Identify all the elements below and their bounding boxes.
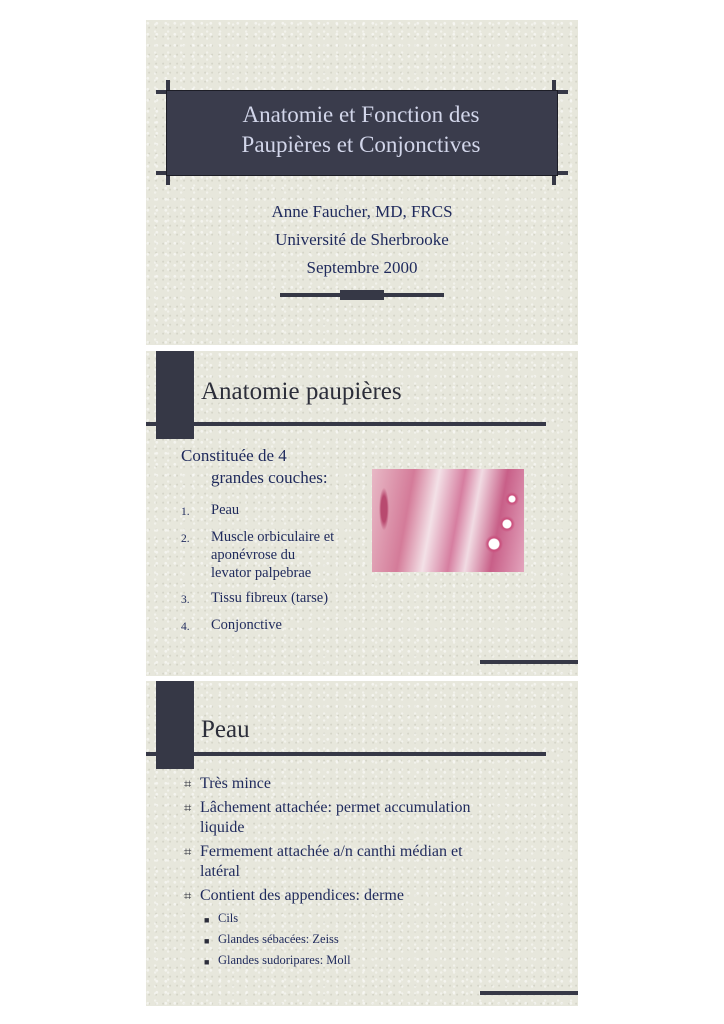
item-text: Muscle orbiculaire et (211, 529, 335, 545)
square-bullet-icon: ■ (204, 936, 210, 946)
title-line-2: Paupières et Conjonctives (241, 132, 481, 157)
item-text: Tissu fibreux (tarse) (211, 590, 329, 606)
bullet-item (184, 886, 544, 906)
main-title (166, 100, 556, 160)
footer-line (480, 991, 578, 995)
author: Anne Faucher, MD, FRCS (271, 202, 453, 221)
title-underline (146, 422, 546, 426)
subbullet-text: Cils (218, 911, 239, 925)
date: Septembre 2000 (306, 258, 418, 277)
square-bullet-icon: ■ (204, 957, 210, 967)
footer-line (480, 660, 578, 664)
bullet-text: Contient des appendices: derme (200, 887, 404, 904)
square-bullet-icon: ■ (204, 915, 210, 925)
item-text: Peau (211, 502, 240, 518)
list-item (181, 589, 381, 609)
item-text: aponévrose du (211, 547, 296, 563)
bullet-text: Lâchement attachée: permet accumulation (200, 799, 471, 816)
bullet-text: Très mince (200, 775, 271, 792)
intro-line-2: grandes couches: (211, 468, 328, 487)
list-item (181, 616, 381, 636)
layers-list (181, 501, 381, 643)
title-slide (146, 20, 578, 345)
hash-bullet-icon: ⌗ (184, 776, 192, 791)
title-line-1: Anatomie et Fonction des (242, 102, 480, 127)
bullet-text: latéral (200, 863, 240, 880)
item-number: 4. (181, 621, 190, 633)
item-number: 2. (181, 533, 190, 545)
hash-bullet-icon: ⌗ (184, 844, 192, 859)
institution: Université de Sherbrooke (275, 230, 449, 249)
slide-title: Peau (201, 716, 250, 743)
item-number: 3. (181, 594, 190, 606)
bullet-item (184, 798, 544, 838)
subbullet-text: Glandes sébacées: Zeiss (218, 932, 339, 946)
hash-bullet-icon: ⌗ (184, 800, 192, 815)
subbullet-item (204, 931, 544, 949)
title-underline (146, 752, 546, 756)
subbullet-text: Glandes sudoripares: Moll (218, 953, 351, 967)
anatomy-slide (146, 351, 578, 676)
histology-image (372, 469, 524, 572)
intro-text (181, 445, 328, 489)
bullet-text: Fermement attachée a/n canthi médian et (200, 843, 463, 860)
bullet-list (184, 774, 544, 973)
bullet-item (184, 774, 544, 794)
slide-title: Anatomie paupières (201, 378, 402, 405)
subbullet-item (204, 910, 544, 928)
item-text: Conjonctive (211, 617, 282, 633)
subbullet-item (204, 952, 544, 970)
divider-block (340, 290, 384, 300)
hash-bullet-icon: ⌗ (184, 888, 192, 903)
item-number: 1. (181, 506, 190, 518)
bullet-item (184, 842, 544, 882)
skin-slide (146, 681, 578, 1006)
subbullet-list (204, 910, 544, 970)
bullet-text: liquide (200, 819, 245, 836)
intro-line-1: Constituée de 4 (181, 446, 287, 465)
item-text: levator palpebrae (211, 565, 312, 581)
list-item (181, 528, 381, 582)
list-item (181, 501, 381, 521)
